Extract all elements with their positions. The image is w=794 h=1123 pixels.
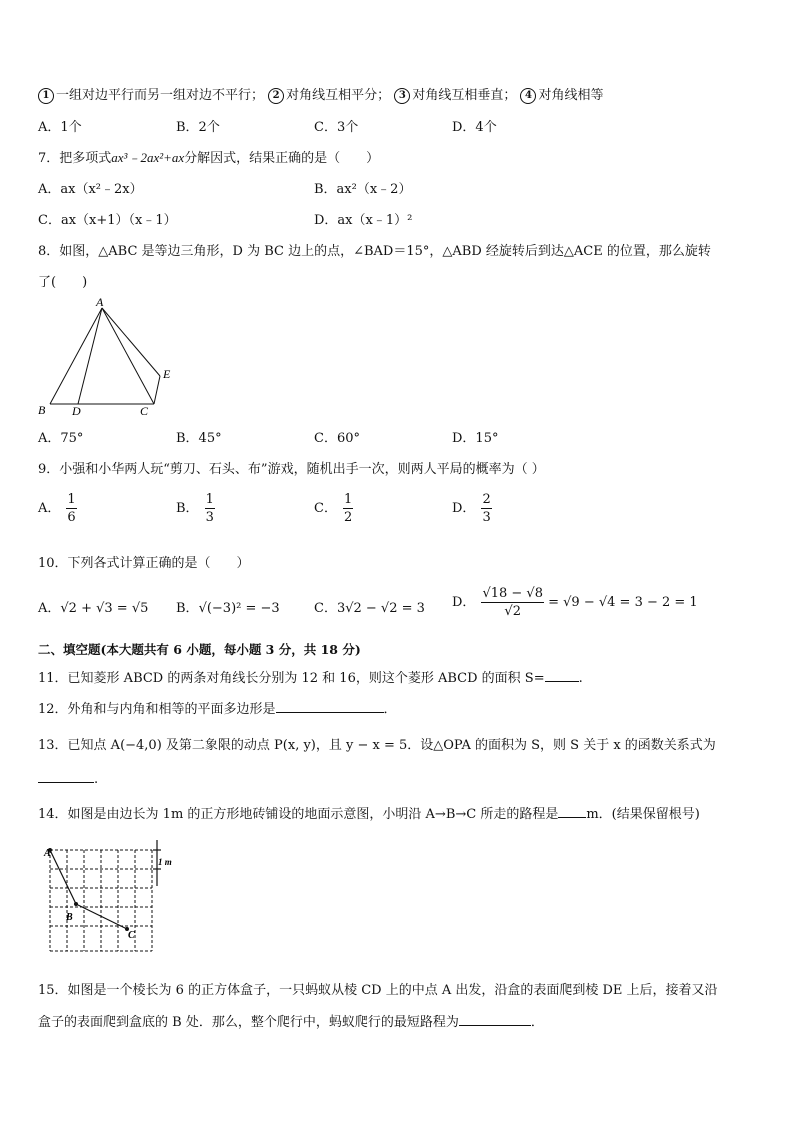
fraction xyxy=(66,492,76,525)
q7-stem xyxy=(38,147,379,166)
condition-text: 对角线相等 xyxy=(538,88,604,103)
q15-text: 盒子的表面爬到盒底的 B 处．那么，整个爬行中，蚂蚁爬行的最短路程为 xyxy=(38,1015,459,1030)
q7-stem-start: 7．把多项式 xyxy=(38,151,112,166)
option-expression: √(−3)² = −3 xyxy=(198,601,280,616)
q11-end: . xyxy=(578,671,583,686)
denominator: 3 xyxy=(205,510,214,525)
condition-text: 对角线互相垂直； xyxy=(412,88,517,103)
section-title: 二、填空题(本大题共有 6 小题，每小题 3 分，共 18 分) xyxy=(38,642,361,657)
option-letter: D． xyxy=(452,501,476,516)
q7-polynomial: ax³﹣2ax²+ax xyxy=(111,150,185,165)
q13-line2 xyxy=(38,770,98,787)
denominator: 6 xyxy=(67,510,76,525)
label-a: A xyxy=(44,848,51,859)
q8-option-b: B．45° xyxy=(176,431,222,446)
label-c: C xyxy=(128,930,135,941)
label-1m: 1 m xyxy=(158,857,172,867)
option-expression: 3√2 − √2 = 3 xyxy=(336,601,425,616)
q11-text: 11．已知菱形 ABCD 的两条对角线长分别为 12 和 16，则这个菱形 ABCD 的面积 S= xyxy=(38,671,545,686)
q14-grid-figure xyxy=(40,836,180,960)
q10-option-a xyxy=(38,597,148,616)
q14-end: m．(结果保留根号) xyxy=(586,807,700,822)
q11 xyxy=(38,667,583,686)
q6-option-a: A．1个 xyxy=(38,120,82,135)
condition-text: 一组对边平行而另一组对边不平行； xyxy=(56,88,265,103)
fraction xyxy=(343,492,353,525)
condition-number: 3 xyxy=(394,88,410,104)
option-letter: A． xyxy=(38,501,61,516)
q6-option-b: B．2个 xyxy=(176,120,220,135)
condition-number: 1 xyxy=(38,88,54,104)
q9-stem: 9．小强和小华两人玩“剪刀、石头、布”游戏，随机出手一次，则两人平局的概率为（ ） xyxy=(38,462,545,477)
option-expression: √2 + √3 = √5 xyxy=(60,601,149,616)
q9-option-d xyxy=(452,492,492,525)
q9-option-b xyxy=(176,492,215,525)
q8-option-c: C．60° xyxy=(314,431,360,446)
label-b: B xyxy=(38,403,46,417)
q8-option-a: A．75° xyxy=(38,431,84,446)
numerator: √18 − √8 xyxy=(482,586,543,601)
q15-line1: 15．如图是一个棱长为 6 的正方体盒子，一只蚂蚁从棱 CD 上的中点 A 出发，沿盒的表面爬到棱 DE 上后，接着又沿 xyxy=(38,983,718,998)
q6-option-c: C．3个 xyxy=(314,120,359,135)
answer-blank[interactable] xyxy=(459,1013,531,1026)
q10-option-b xyxy=(176,597,280,616)
q7-option-b: B．ax²（x﹣2） xyxy=(314,182,412,197)
option-letter: A． xyxy=(38,601,61,616)
q10-option-d xyxy=(452,586,698,619)
numerator: 1 xyxy=(205,492,214,507)
option-letter: B． xyxy=(176,601,199,616)
q6-option-d: D．4个 xyxy=(452,120,497,135)
fraction xyxy=(481,586,544,619)
q13-end: . xyxy=(94,772,99,787)
q8-stem-line2: 了( ) xyxy=(38,275,88,290)
q12-text: 12．外角和与内角和相等的平面多边形是 xyxy=(38,702,276,717)
q6-conditions xyxy=(38,84,603,104)
denominator: 3 xyxy=(482,510,491,525)
q8-triangle-figure xyxy=(30,294,180,420)
answer-blank[interactable] xyxy=(545,669,579,682)
answer-blank[interactable] xyxy=(276,700,384,713)
option-expression: = √9 − √4 = 3 − 2 = 1 xyxy=(548,595,698,610)
condition-number: 2 xyxy=(268,88,284,104)
q7-stem-end: 分解因式，结果正确的是（ ） xyxy=(184,151,380,166)
option-letter: D． xyxy=(452,595,476,610)
q13-line1: 13．已知点 A(−4,0) 及第二象限的动点 P(x, y)，且 y − x = 5．设△OPA 的面积为 S，则 S 关于 x 的函数关系式为 xyxy=(38,738,716,753)
q10-option-c xyxy=(314,597,425,616)
q14-text: 14．如图是由边长为 1m 的正方形地砖铺设的地面示意图，小明沿 A→B→C 所走的路程是 xyxy=(38,807,559,822)
q7-option-d: D．ax（x﹣1）² xyxy=(314,213,413,228)
q14 xyxy=(38,803,700,822)
numerator: 1 xyxy=(67,492,76,507)
fraction xyxy=(481,492,491,525)
label-b: B xyxy=(66,912,73,923)
numerator: 1 xyxy=(343,492,353,507)
q10-stem: 10．下列各式计算正确的是（ ） xyxy=(38,556,250,571)
answer-blank[interactable] xyxy=(558,805,586,818)
answer-blank[interactable] xyxy=(38,770,94,783)
condition-number: 4 xyxy=(520,88,536,104)
denominator: 2 xyxy=(343,510,353,525)
fraction xyxy=(205,492,215,525)
option-letter: C． xyxy=(314,501,337,516)
q9-option-a xyxy=(38,492,77,525)
q8-stem-line1: 8．如图，△ABC 是等边三角形，D 为 BC 边上的点，∠BAD＝15°，△ABD 经旋转后到达△ACE 的位置，那么旋转 xyxy=(38,244,711,259)
q12-end: ． xyxy=(383,702,397,717)
option-letter: C． xyxy=(314,601,337,616)
q12 xyxy=(38,698,397,717)
option-letter: B． xyxy=(176,501,199,516)
label-e: E xyxy=(163,367,171,381)
label-c: C xyxy=(140,404,149,418)
q15-end: ． xyxy=(530,1015,544,1030)
q7-option-a: A．ax（x²﹣2x） xyxy=(38,182,143,197)
condition-text: 对角线互相平分； xyxy=(286,88,391,103)
denominator: √2 xyxy=(504,604,521,619)
label-d: D xyxy=(72,404,81,418)
q8-option-d: D．15° xyxy=(452,431,499,446)
q9-option-c xyxy=(314,492,353,525)
label-a: A xyxy=(96,295,104,309)
q15-line2 xyxy=(38,1011,544,1030)
numerator: 2 xyxy=(482,492,491,507)
q7-option-c: C．ax（x+1）（x﹣1） xyxy=(38,213,177,228)
